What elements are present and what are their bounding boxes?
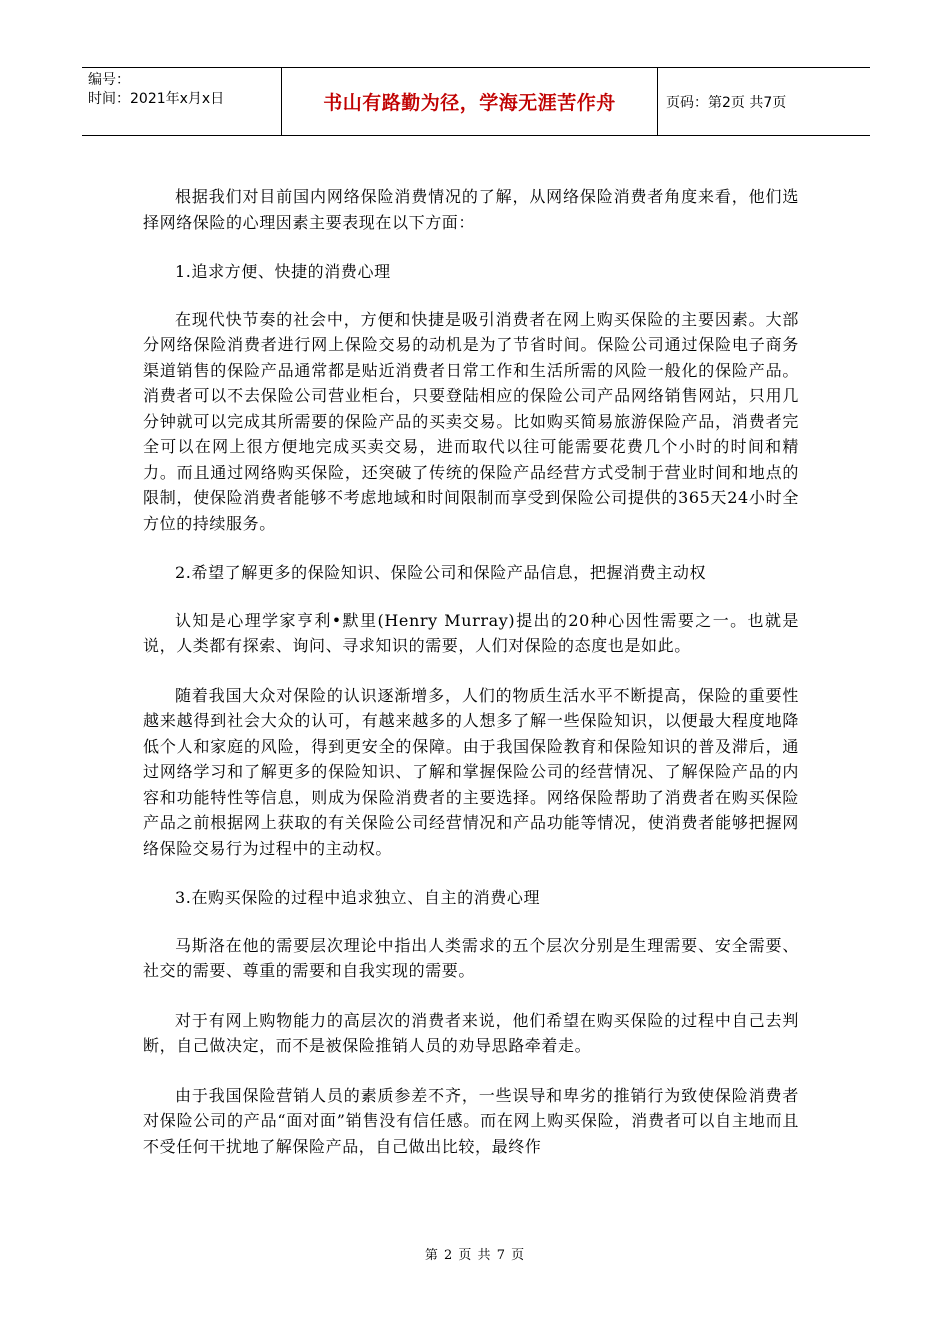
page-footer: 第 2 页 共 7 页	[424, 1248, 526, 1263]
document-body	[143, 184, 799, 1183]
paragraph-trust: 由于我国保险营销人员的素质参差不齐，一些误导和卑劣的推销行为致使保险消费者对保险公司的产品“面对面”销售没有信任感。而在网上购买保险，消费者可以自主地而且不受任何干扰地了解保险产品，自己做出比较，最终作	[143, 1085, 799, 1156]
header-motto: 书山有路勤为径，学海无涯苦作舟	[282, 68, 658, 135]
section-heading-1: 1.追求方便、快捷的消费心理	[175, 262, 391, 281]
page-header	[82, 67, 870, 136]
paragraph-intro: 根据我们对目前国内网络保险消费情况的了解，从网络保险消费者角度来看，他们选择网络保险的心理因素主要表现在以下方面：	[143, 187, 799, 232]
paragraph-convenience: 在现代快节奏的社会中，方便和快捷是吸引消费者在网上购买保险的主要因素。大部分网络保险消费者进行网上保险交易的动机是为了节省时间。保险公司通过保险电子商务渠道销售的保险产品通常都是贴近消费者日常工作和生活所需的风险一般化的保险产品。消费者可以不去保险公司营业柜台，只要登陆相应的保险公司产品网络销售网站，只用几分钟就可以完成其所需要的保险产品的买卖交易。比如购买简易旅游保险产品，消费者完全可以在网上很方便地完成买卖交易，进而取代以往可能需要花费几个小时的时间和精力。而且通过网络购买保险，还突破了传统的保险产品经营方式受制于营业时间和地点的限制，使保险消费者能够不考虑地域和时间限制而享受到保险公司提供的365天24小时全方位的持续服务。	[143, 309, 799, 533]
header-page-number: 页码：第2页 共7页	[666, 94, 787, 111]
paragraph-maslow: 马斯洛在他的需要层次理论中指出人类需求的五个层次分别是生理需要、安全需要、社交的需要、尊重的需要和自我实现的需要。	[143, 935, 799, 980]
paragraph-awareness: 随着我国大众对保险的认识逐渐增多，人们的物质生活水平不断提高，保险的重要性越来越得到社会大众的认可，有越来越多的人想多了解一些保险知识，以便最大程度地降低个人和家庭的风险，得到更安全的保障。由于我国保险教育和保险知识的普及滞后，通过网络学习和了解更多的保险知识、了解和掌握保险公司的经营情况、了解保险产品的内容和功能特性等信息，则成为保险消费者的主要选择。网络保险帮助了消费者在购买保险产品之前根据网上获取的有关保险公司经营情况和产品功能等情况，使消费者能够把握网络保险交易行为过程中的主动权。	[143, 685, 799, 858]
section-heading-3: 3.在购买保险的过程中追求独立、自主的消费心理	[175, 888, 541, 907]
section-heading-2: 2.希望了解更多的保险知识、保险公司和保险产品信息，把握消费主动权	[175, 563, 707, 582]
header-meta-cell	[82, 68, 282, 135]
document-time-label: 时间：2021年x月x日	[88, 91, 225, 107]
paragraph-cognition: 认知是心理学家亨利•默里(Henry Murray)提出的20种心因性需要之一。也就是说，人类都有探索、询问、寻求知识的需要，人们对保险的态度也是如此。	[143, 610, 799, 655]
document-number-label: 编号：	[88, 72, 130, 88]
paragraph-self-decision: 对于有网上购物能力的高层次的消费者来说，他们希望在购买保险的过程中自己去判断，自己做决定，而不是被保险推销人员的劝导思路牵着走。	[143, 1010, 799, 1055]
